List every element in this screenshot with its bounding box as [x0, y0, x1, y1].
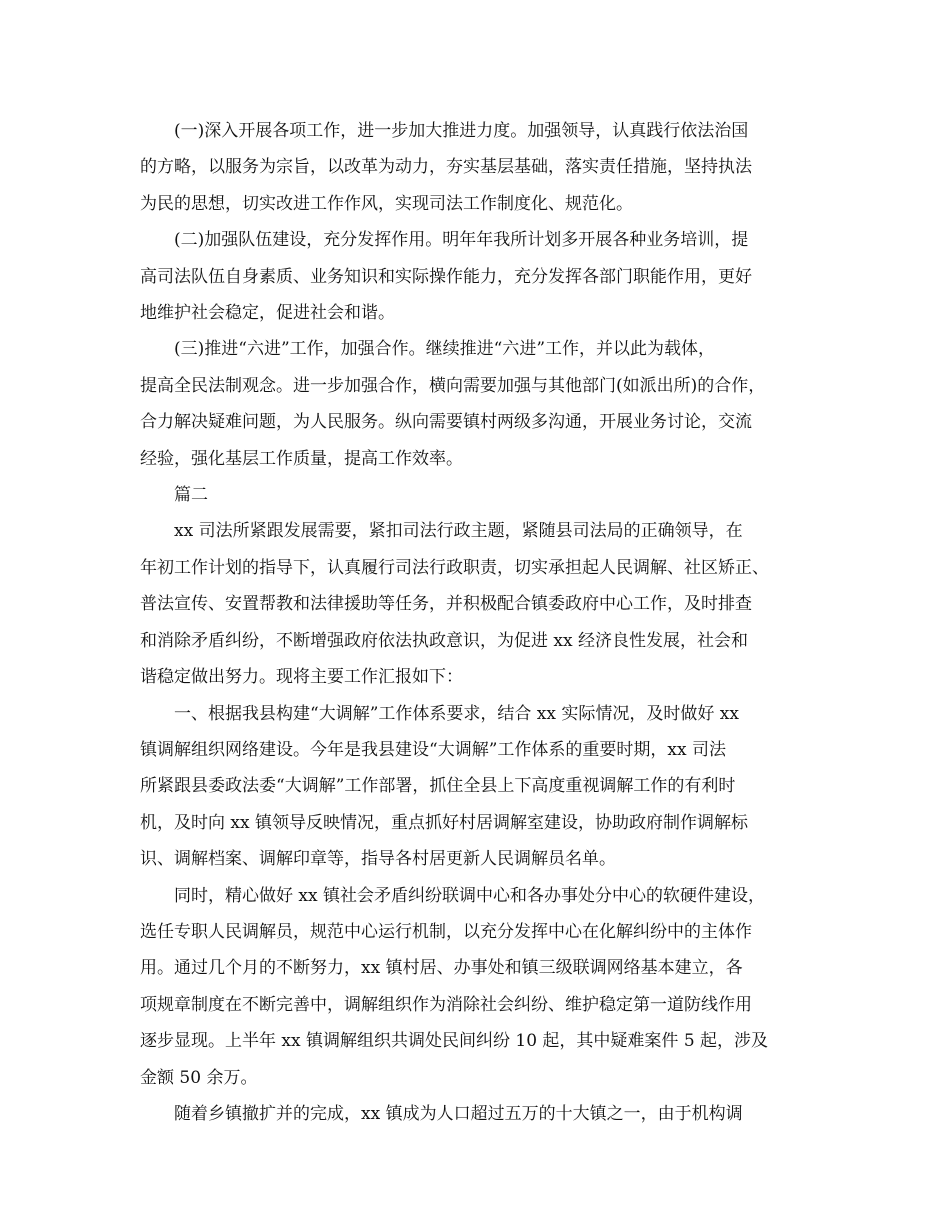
text-line: 谐稳定做出努力。现将主要工作汇报如下： — [140, 667, 463, 688]
text-line: 金额 50 余万。 — [140, 1067, 258, 1088]
text-line: xx 司法所紧跟发展需要，紧扣司法行政主题，紧随县司法局的正确领导，在 — [174, 521, 743, 542]
text-line: 篇二 — [174, 485, 208, 506]
text-line: 一、根据我县构建“大调解”工作体系要求，结合 xx 实际情况，及时做好 xx — [174, 703, 739, 724]
text-line: 识、调解档案、调解印章等，指导各村居更新人民调解员名单。 — [140, 849, 616, 870]
paragraph-cutoff — [140, 1096, 830, 1132]
text-line: 机，及时向 xx 镇领导反映情况，重点抓好村居调解室建设，协助政府制作调解标 — [140, 812, 748, 833]
section-heading — [140, 477, 830, 513]
paragraph-measure-3 — [140, 331, 830, 477]
text-line: (二)加强队伍建设，充分发挥作用。明年年我所计划多开展各种业务培训，提 — [174, 230, 749, 251]
text-line: 高司法队伍自身素质、业务知识和实际操作能力，充分发挥各部门职能作用，更好 — [140, 266, 752, 287]
text-line: 所紧跟县委政法委“大调解”工作部署，抓住全县上下高度重视调解工作的有利时 — [140, 776, 736, 797]
text-line: 年初工作计划的指导下，认真履行司法行政职责，切实承担起人民调解、社区矫正、 — [140, 557, 769, 578]
text-line: (三)推进“六进”工作，加强合作。继续推进“六进”工作，并以此为载体， — [174, 339, 716, 360]
text-line: 的方略，以服务为宗旨，以改革为动力，夯实基层基础，落实责任措施，坚持执法 — [140, 157, 752, 178]
text-line: (一)深入开展各项工作，进一步加大推进力度。加强领导，认真践行依法治国 — [174, 121, 749, 141]
text-line: 随着乡镇撤扩并的完成，xx 镇成为人口超过五万的十大镇之一，由于机构调 — [174, 1103, 743, 1124]
paragraph-measure-1 — [140, 113, 830, 222]
text-line: 和消除矛盾纠纷，不断增强政府依法执政意识，为促进 xx 经济良性发展，社会和 — [140, 630, 748, 651]
text-line: 普法宣传、安置帮教和法律援助等任务，并积极配合镇委政府中心工作，及时排查 — [140, 594, 752, 615]
text-line: 项规章制度在不断完善中，调解组织作为消除社会纠纷、维护稳定第一道防线作用 — [140, 994, 752, 1015]
text-line: 选任专职人民调解员，规范中心运行机制，以充分发挥中心在化解纠纷中的主体作 — [140, 921, 752, 942]
text-line: 提高全民法制观念。进一步加强合作，横向需要加强与其他部门(如派出所)的合作， — [140, 375, 766, 396]
text-line: 同时，精心做好 xx 镇社会矛盾纠纷联调中心和各办事处分中心的软硬件建设， — [174, 885, 765, 906]
text-line: 镇调解组织网络建设。今年是我县建设“大调解”工作体系的重要时期，xx 司法 — [140, 739, 726, 760]
text-line: 为民的思想，切实改进工作作风，实现司法工作制度化、规范化。 — [140, 193, 633, 214]
text-line: 逐步显现。上半年 xx 镇调解组织共调处民间纠纷 10 起，其中疑难案件 5 起，涉及 — [140, 1031, 769, 1052]
paragraph-item-1 — [140, 696, 830, 878]
paragraph-measure-2 — [140, 222, 830, 331]
paragraph-intro — [140, 513, 830, 695]
paragraph-item-1-continued — [140, 878, 830, 1096]
text-line: 合力解决疑难问题，为人民服务。纵向需要镇村两级多沟通，开展业务讨论，交流 — [140, 412, 752, 433]
text-line: 用。通过几个月的不断努力，xx 镇村居、办事处和镇三级联调网络基本建立，各 — [140, 958, 743, 979]
document-body — [140, 113, 830, 1132]
text-line: 经验，强化基层工作质量，提高工作效率。 — [140, 448, 463, 469]
text-line: 地维护社会稳定，促进社会和谐。 — [140, 303, 395, 324]
